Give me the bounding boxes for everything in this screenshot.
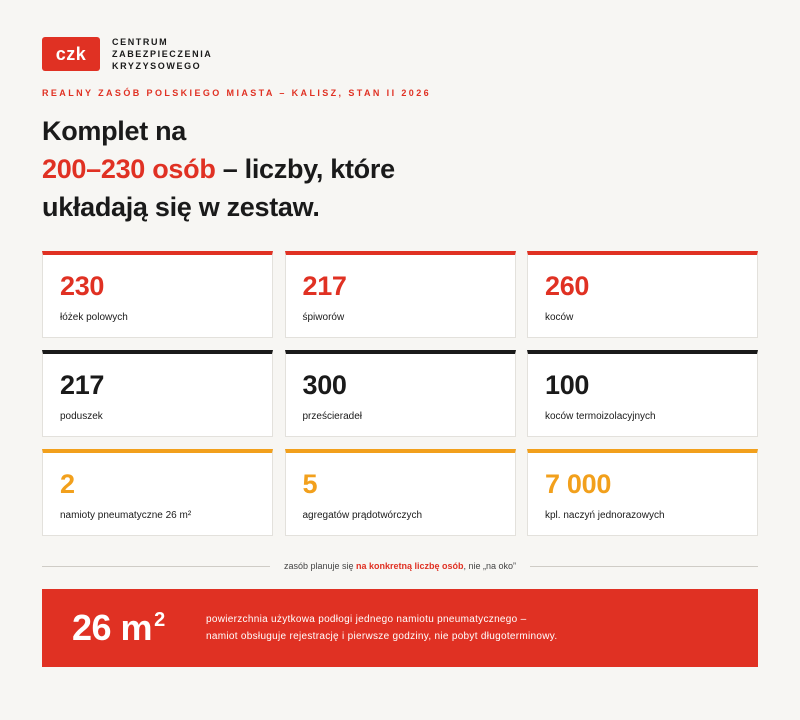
stats-grid	[42, 251, 758, 536]
banner-value	[72, 607, 206, 649]
headline-line-2-rest: – liczby, które	[215, 154, 395, 184]
stat-label: koców	[545, 312, 574, 323]
stat-card-thermal-blankets	[527, 350, 758, 437]
planning-note	[270, 561, 530, 571]
stat-label: agregatów prądotwórczych	[302, 510, 423, 521]
stat-card-field-beds	[42, 251, 273, 338]
stat-card-disposable-dishes	[527, 449, 758, 536]
divider-rule-right	[530, 566, 758, 567]
brand-name-line-1: CENTRUM	[112, 37, 169, 47]
stat-value: 300	[302, 370, 347, 400]
stat-card-sleeping-bags	[285, 251, 516, 338]
tent-area-banner	[42, 589, 758, 667]
stat-label: śpiworów	[302, 312, 345, 323]
banner-value-number: 26 m	[72, 607, 153, 648]
page-title	[42, 112, 602, 226]
headline-accent: 200–230 osób	[42, 154, 216, 184]
stat-card-blankets	[527, 251, 758, 338]
banner-description	[206, 611, 557, 645]
stat-label: namioty pneumatyczne 26 m²	[60, 510, 192, 521]
stat-card-pneumatic-tents	[42, 449, 273, 536]
note-divider	[42, 558, 758, 574]
note-after: , nie „na oko”	[463, 561, 517, 571]
stat-value: 100	[545, 370, 590, 400]
stat-value: 5	[302, 469, 318, 499]
note-accent: na konkretną liczbę osób	[356, 561, 464, 571]
stat-value: 217	[60, 370, 105, 400]
brand-name-line-2: ZABEZPIECZENIA	[112, 49, 213, 59]
brand-header	[42, 36, 212, 72]
headline-line-3: układają się w zestaw.	[42, 192, 320, 222]
stat-label: koców termoizolacyjnych	[545, 411, 656, 422]
stat-value: 260	[545, 271, 590, 301]
stat-label: poduszek	[60, 411, 103, 422]
headline-line-2	[42, 150, 602, 188]
note-before: zasób planuje się	[283, 561, 356, 571]
czk-logo: czk	[42, 37, 100, 71]
stat-value: 217	[302, 271, 347, 301]
stat-card-generators	[285, 449, 516, 536]
brand-name	[112, 36, 212, 72]
banner-value-unit: 2	[154, 609, 165, 631]
stat-label: łóżek polowych	[60, 312, 128, 323]
banner-description-line-2: namiot obsługuje rejestrację i pierwsze godziny, nie pobyt długoterminowy.	[206, 631, 558, 642]
headline-line-1: Komplet na	[42, 116, 187, 146]
stat-card-pillows	[42, 350, 273, 437]
stat-card-sheets	[285, 350, 516, 437]
brand-name-line-3: KRYZYSOWEGO	[112, 61, 202, 71]
stat-value: 7 000	[545, 469, 612, 499]
stat-value: 2	[60, 469, 75, 499]
stat-value: 230	[60, 271, 105, 301]
stat-label: kpl. naczyń jednorazowych	[545, 510, 665, 521]
eyebrow-text: REALNY ZASÓB POLSKIEGO MIASTA – KALISZ, STAN II 2026	[42, 88, 432, 98]
divider-rule-left	[42, 566, 270, 567]
stat-label: prześcieradeł	[302, 411, 362, 422]
banner-description-line-1: powierzchnia użytkowa podłogi jednego namiotu pneumatycznego –	[206, 614, 527, 625]
